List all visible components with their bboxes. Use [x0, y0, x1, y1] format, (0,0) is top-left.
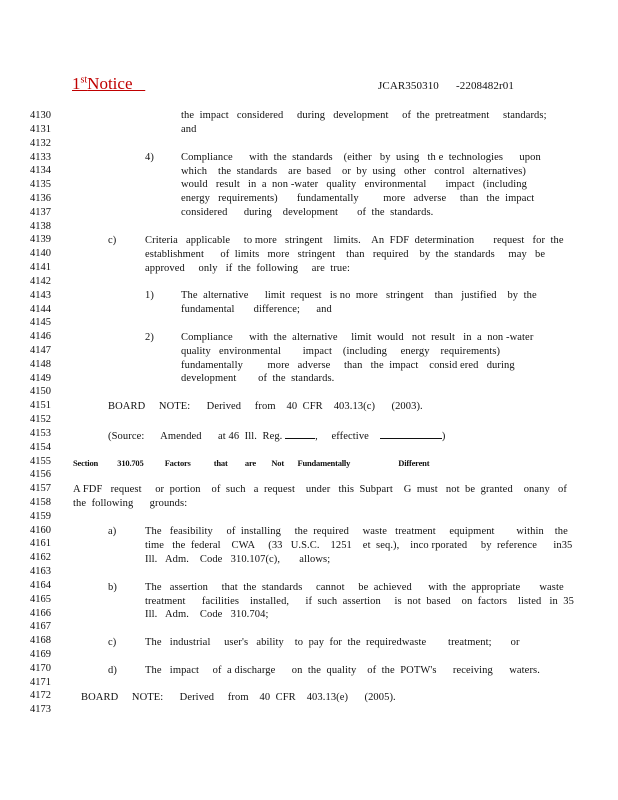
line-number: 4148 — [30, 358, 51, 370]
text-line-4146: Compliance with the alternative limit would not result in a non -water — [181, 332, 534, 343]
line-number: 4145 — [30, 317, 51, 329]
line-number: 4161 — [30, 538, 51, 550]
line-number: 4165 — [30, 593, 51, 605]
notice-header — [72, 74, 145, 94]
notice-number: 1 — [72, 74, 81, 93]
section-heading: Section 310.705 Factors that are Not Fundamentally Different — [73, 458, 430, 468]
list-marker-4: 4) — [145, 152, 154, 163]
line-number: 4142 — [30, 275, 51, 287]
text-line-4137: considered during development of the standards. — [181, 207, 434, 218]
line-number: 4153 — [30, 427, 51, 439]
text-line-4143: The alternative limit request is no more stringent than justified by the — [181, 290, 537, 301]
line-number: 4152 — [30, 414, 51, 425]
line-number: 4138 — [30, 220, 51, 232]
text-line-4136: energy requirements) fundamentally more adverse than the impact — [181, 193, 535, 204]
line-number: 4133 — [30, 151, 51, 163]
line-number: 4130 — [30, 110, 51, 121]
line-number: 4171 — [30, 676, 51, 688]
line-number: 4154 — [30, 441, 51, 453]
source-text: (Source: Amended at 46 Ill. Reg. — [108, 431, 283, 442]
line-number: 4139 — [30, 234, 51, 246]
line-number: 4164 — [30, 579, 51, 591]
text-line-4135: would result in a non -water quality environmental impact (including — [181, 179, 527, 190]
line-number: 4146 — [30, 331, 51, 343]
line-number: 4169 — [30, 649, 51, 660]
text-line-4131: and — [181, 124, 197, 135]
list-marker-a: a) — [108, 526, 117, 537]
list-marker-d: d) — [108, 665, 117, 676]
text-line-4165: treatment facilities installed, if such assertion is not based on factors listed in 35 — [145, 596, 574, 607]
list-marker-1: 1) — [145, 290, 154, 301]
line-number: 4157 — [30, 483, 51, 495]
line-number: 4140 — [30, 248, 51, 260]
line-number: 4163 — [30, 566, 51, 578]
text-line-4168: The industrial user's ability to pay for the requiredwaste treatment; or — [145, 637, 520, 648]
text-line-4139: Criteria applicable to more stringent limits. An FDF determination request for the — [145, 235, 564, 246]
line-number: 4144 — [30, 303, 51, 315]
text-line-4158: the following grounds: — [73, 498, 188, 509]
list-marker-c: c) — [108, 235, 117, 246]
effective-date-blank — [380, 428, 442, 439]
notice-suffix: st — [80, 74, 88, 86]
line-number: 4160 — [30, 524, 51, 536]
line-number: 4143 — [30, 289, 51, 301]
text-line-4162: Ill. Adm. Code 310.107(c), allows; — [145, 554, 331, 565]
line-number: 4168 — [30, 635, 51, 647]
source-note — [108, 428, 445, 444]
line-number: 4167 — [30, 621, 51, 633]
line-number: 4156 — [30, 469, 51, 481]
text-line-4164: The assertion that the standards cannot be achieved with the appropriate waste — [145, 582, 564, 593]
line-number: 4147 — [30, 344, 51, 356]
list-marker-2: 2) — [145, 332, 154, 343]
text-line-4147: quality environmental impact (including energy requirements) — [181, 346, 501, 357]
text-line-4141: approved only if the following are true: — [145, 263, 351, 274]
document-id: JCAR350310 -2208482r01 — [378, 80, 514, 92]
line-number: 4141 — [30, 262, 51, 273]
effective-label: , effective — [315, 431, 369, 442]
line-number: 4132 — [30, 137, 51, 149]
line-number: 4149 — [30, 372, 51, 384]
line-number: 4135 — [30, 179, 51, 191]
list-marker-b: b) — [108, 582, 117, 593]
line-number: 4151 — [30, 400, 51, 412]
line-number: 4150 — [30, 386, 51, 398]
text-line-4166: Ill. Adm. Code 310.704; — [145, 609, 269, 620]
text-line-4157: A FDF request or portion of such a request under this Subpart G must not be granted onany of — [73, 484, 567, 495]
text-line-4133: Compliance with the standards (either by using th e technologies upon — [181, 152, 541, 163]
text-line-4134: which the standards are based or by using other control alternatives) — [181, 166, 526, 177]
text-line-4170: The impact of a discharge on the quality of the POTW's receiving waters. — [145, 665, 540, 676]
line-number: 4136 — [30, 192, 51, 204]
line-number: 4159 — [30, 510, 51, 522]
source-close: ) — [441, 431, 446, 442]
list-marker-c2: c) — [108, 637, 117, 648]
text-line-4149: development of the standards. — [181, 373, 335, 384]
board-note-2: BOARD NOTE: Derived from 40 CFR 403.13(e) (2005). — [81, 692, 396, 703]
line-number: 4137 — [30, 206, 51, 218]
register-blank — [285, 428, 315, 439]
line-number: 4158 — [30, 497, 51, 508]
text-line-4140: establishment of limits more stringent than required by the standards may be — [145, 249, 546, 260]
line-number: 4173 — [30, 704, 51, 716]
notice-word: Notice — [87, 74, 133, 93]
board-note-1: BOARD NOTE: Derived from 40 CFR 403.13(c) (2003). — [108, 401, 423, 412]
line-number: 4134 — [30, 165, 51, 177]
text-line-4161: time the federal CWA (33 U.S.C. 1251 et seq.), inco rporated by reference in35 — [145, 540, 573, 551]
text-line-4148: fundamentally more adverse than the impact consid ered during — [181, 360, 515, 371]
line-number: 4170 — [30, 662, 51, 674]
line-number: 4166 — [30, 607, 51, 619]
line-number: 4172 — [30, 690, 51, 702]
line-number: 4155 — [30, 455, 51, 467]
line-number: 4131 — [30, 123, 51, 135]
text-line-4144: fundamental difference; and — [181, 304, 332, 315]
text-line-4130: the impact considered during development of the pretreatment standards; — [181, 110, 547, 121]
text-line-4160: The feasibility of installing the required waste treatment equipment within the — [145, 526, 568, 537]
line-number: 4162 — [30, 552, 51, 564]
